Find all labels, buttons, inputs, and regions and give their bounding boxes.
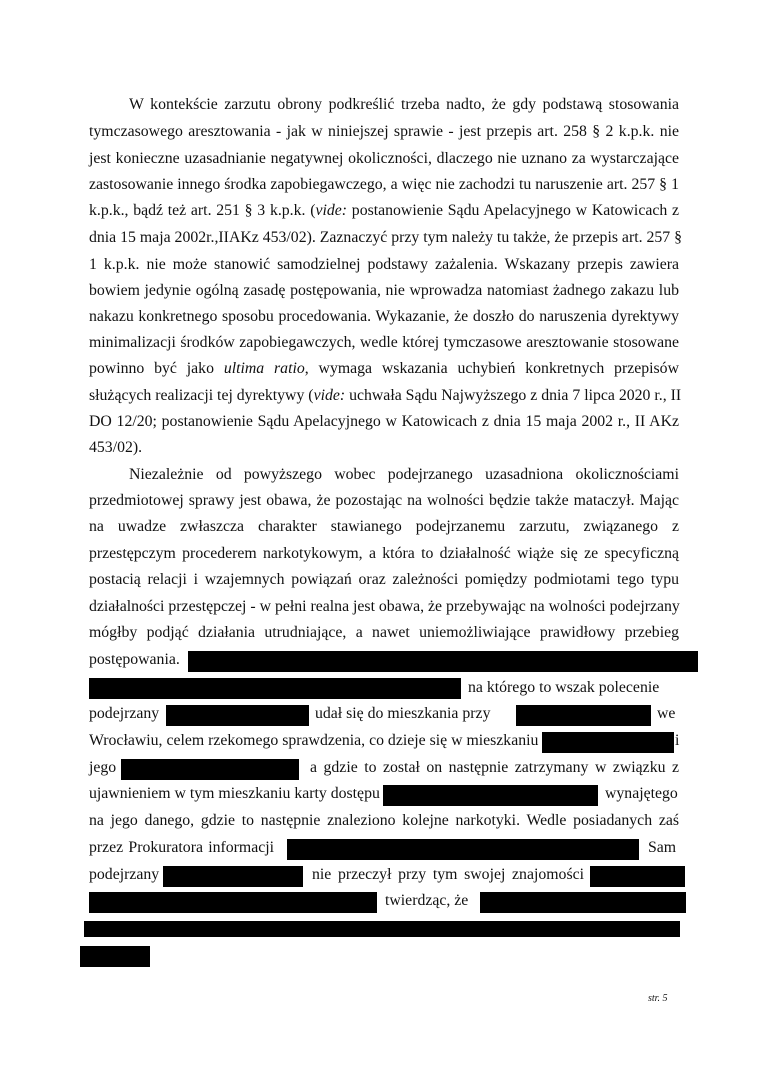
text-line: na którego to wszak polecenie bbox=[468, 679, 660, 696]
text-line: na uwadze zwłaszcza charakter stawianego podejrzanemu zarzutu, związanego z bbox=[89, 518, 679, 535]
text-line: zastosowanie innego środka zapobiegawczego, a więc nie zachodzi tu naruszenie art. 257 § 1 bbox=[89, 176, 679, 193]
text-line: na jego danego, gdzie to następnie znaleziono kolejne narkotyki. Wedle posiadanych zaś bbox=[89, 812, 679, 829]
redaction-block bbox=[516, 705, 651, 726]
text-line: i bbox=[675, 732, 680, 749]
redaction-block bbox=[163, 866, 303, 887]
text-line: we bbox=[657, 705, 676, 722]
text-line: służących realizacji tej dyrektywy (vide: uchwała Sądu Najwyższego z dnia 7 lipca 2020 r., II bbox=[89, 387, 682, 404]
text-line: podejrzany bbox=[89, 866, 160, 883]
text-line: bowiem jedynie ogólną zasadę postępowania, nie wprowadza natomiast żadnego zakazu lub bbox=[89, 282, 679, 299]
redaction-block bbox=[542, 732, 674, 753]
text-line: przedmiotowej sprawy jest obawa, że pozostając na wolności będzie także mataczył. Mając bbox=[89, 492, 679, 509]
text-line: tymczasowego aresztowania - jak w niniejszej sprawie - jest przepis art. 258 § 2 k.p.k. nie bbox=[89, 123, 679, 140]
text-line: Sam bbox=[648, 839, 677, 856]
redaction-block bbox=[480, 892, 686, 913]
text-line: jest konieczne uzasadnianie negatywnej okoliczności, dlaczego nie uznano za wystarczające bbox=[89, 150, 679, 167]
text-line: przez Prokuratora informacji bbox=[89, 839, 274, 856]
text-line: udał się do mieszkania przy bbox=[315, 705, 491, 722]
text-line: postacią relacji i wzajemnych powiązań oraz zależności pomiędzy podmiotami tego typu bbox=[89, 571, 679, 588]
text-line: dnia 15 maja 2002r.,IIAKz 453/02). Zaznaczyć przy tym należy tu także, że przepis art. 257 § bbox=[89, 229, 683, 246]
page-number: str. 5 bbox=[648, 993, 668, 1004]
text-line: DO 12/20; postanowienie Sądu Apelacyjnego w Katowicach z dnia 15 maja 2002 r., II AKz bbox=[89, 413, 679, 430]
redaction-block bbox=[590, 866, 685, 887]
text-line: wynajętego bbox=[605, 785, 678, 802]
text-line: Niezależnie od powyższego wobec podejrzanego uzasadniona okolicznościami bbox=[129, 466, 679, 483]
text-line: twierdząc, że bbox=[385, 892, 469, 909]
redaction-block bbox=[89, 678, 461, 699]
text-line: mógłby podjąć działania utrudniające, a nawet uniemożliwiające prawidłowy przebieg bbox=[89, 624, 679, 641]
text-line: ujawnieniem w tym mieszkaniu karty dostępu bbox=[89, 785, 380, 802]
text-line: działalności przestępczej - w pełni realna jest obawa, że przebywając na wolności podejrzany bbox=[89, 598, 680, 615]
text-line: powinno być jako ultima ratio, wymaga wskazania uchybień konkretnych przepisów bbox=[89, 360, 679, 377]
text-line: 1 k.p.k. nie może stanowić samodzielnej podstawy zażalenia. Wskazany przepis zawiera bbox=[89, 256, 679, 273]
redaction-block bbox=[166, 705, 309, 726]
redaction-block bbox=[287, 839, 639, 860]
text-line: jego bbox=[89, 759, 117, 776]
redaction-block bbox=[383, 785, 598, 806]
text-line: postępowania. bbox=[89, 651, 180, 668]
redaction-block bbox=[84, 921, 680, 937]
text-line: 453/02). bbox=[89, 439, 143, 456]
redaction-block bbox=[89, 892, 377, 913]
text-line: nakazu konkretnego sposobu procedowania. Wykazanie, że doszło do naruszenia dyrektywy bbox=[89, 308, 679, 325]
text-line: W kontekście zarzutu obrony podkreślić trzeba nadto, że gdy podstawą stosowania bbox=[129, 96, 679, 113]
redaction-block bbox=[121, 759, 299, 780]
text-line: przestępczym procederem narkotykowym, a która to działalność wiąże się ze specyficzną bbox=[89, 545, 679, 562]
text-line: nie przeczył przy tym swojej znajomości bbox=[312, 866, 584, 883]
redaction-block bbox=[188, 651, 698, 672]
text-line: Wrocławiu, celem rzekomego sprawdzenia, co dzieje się w mieszkaniu bbox=[89, 732, 539, 749]
text-line: a gdzie to został on następnie zatrzymany w związku z bbox=[310, 759, 679, 776]
text-line: minimalizacji środków zapobiegawczych, wedle której tymczasowe aresztowanie stosowane bbox=[89, 334, 679, 351]
redaction-block bbox=[80, 946, 150, 967]
text-line: podejrzany bbox=[89, 705, 160, 722]
text-line: k.p.k., bądź też art. 251 § 3 k.p.k. (vide: postanowienie Sądu Apelacyjnego w Katowicach z bbox=[89, 202, 679, 219]
